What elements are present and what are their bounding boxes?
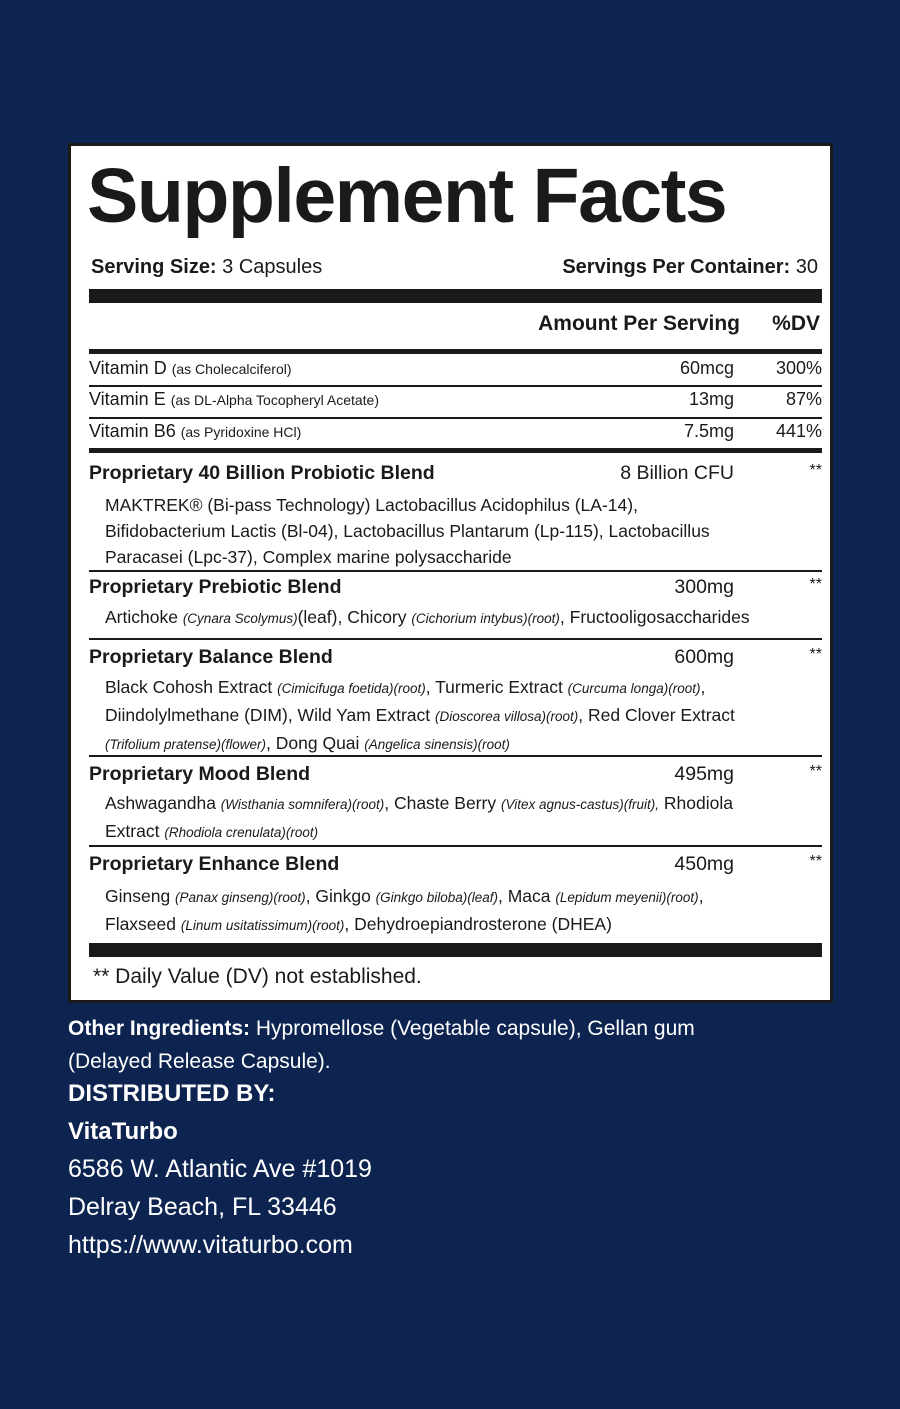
ingredient-line: Flaxseed (Linum usitatissimum)(root), Dehydroepiandrosterone (DHEA) [105,914,612,934]
divider-thin [89,570,822,572]
ingredient-line: Ashwagandha (Wisthania somnifera)(root), Chaste Berry (Vitex agnus-castus)(fruit), Rhodiola [105,793,733,813]
servings-per-container-label: Servings Per Container: [562,256,791,278]
blend-name: Proprietary Prebiotic Blend [89,576,342,598]
address-line-1: 6586 W. Atlantic Ave #1019 [68,1155,372,1183]
divider-thin [89,845,822,847]
servings-per-container-value: 30 [790,256,818,278]
serving-size-label: Serving Size: [91,256,217,278]
nutrient-amount: 60mcg [679,358,734,378]
ingredient-line: Paracasei (Lpc-37), Complex marine polysaccharide [105,547,512,567]
nutrient-row [89,389,822,415]
page-title: Supplement Facts [87,153,727,239]
divider-thick [89,943,822,957]
blend-ingredients [105,883,825,939]
blend-amount: 495mg [674,763,734,785]
blend-dv: ** [809,646,822,663]
nutrient-amount: 13mg [688,389,734,409]
blend-name: Proprietary Balance Blend [89,646,333,668]
blend-amount: 300mg [674,576,734,598]
nutrient-amount: 7.5mg [683,421,734,441]
ingredient-line: Bifidobacterium Lactis (Bl-04), Lactobacillus Plantarum (Lp-115), Lactobacillus [105,521,710,541]
blend-dv: ** [809,462,822,479]
nutrient-name: Vitamin E (as DL-Alpha Tocopheryl Acetate) [89,389,380,409]
blend-ingredients [105,674,825,758]
company-name: VitaTurbo [68,1118,178,1145]
ingredient-line: Artichoke (Cynara Scolymus)(leaf), Chicory (Cichorium intybus)(root), Fructooligosaccharides [105,607,750,627]
serving-size-value: 3 Capsules [216,256,323,278]
blend-dv: ** [809,853,822,870]
supplement-facts-panel [68,143,833,1003]
blend-ingredients [105,492,825,570]
address-line-2: Delray Beach, FL 33446 [68,1193,337,1221]
blend-dv: ** [809,763,822,780]
blend-amount: 8 Billion CFU [620,462,734,484]
blend-ingredients [105,604,825,632]
blend-dv: ** [809,576,822,593]
divider-thin [89,417,822,419]
nutrient-dv: 300% [775,358,822,378]
other-ingredients-label: Other Ingredients: [68,1017,251,1040]
divider-medium [89,349,822,354]
ingredient-line: (Trifolium pratense)(flower), Dong Quai (Angelica sinensis)(root) [105,733,510,753]
footnote: ** Daily Value (DV) not established. [93,965,422,988]
divider-thin [89,755,822,757]
ingredient-line: Extract (Rhodiola crenulata)(root) [105,821,319,841]
header-dv: %DV [772,312,820,335]
distributed-by-heading: DISTRIBUTED BY: [68,1080,276,1107]
blend-name: Proprietary Enhance Blend [89,853,340,875]
nutrient-dv: 441% [775,421,822,441]
nutrient-row [89,421,822,447]
ingredient-line: Ginseng (Panax ginseng)(root), Ginkgo (Ginkgo biloba)(leaf), Maca (Lepidum meyenii)(root), [105,886,704,906]
servings-per-container [562,256,818,279]
serving-size [91,256,322,279]
other-ingredients-line: Other Ingredients: Hypromellose (Vegetable capsule), Gellan gum [68,1017,695,1040]
blend-name: Proprietary Mood Blend [89,763,311,785]
blend-name: Proprietary 40 Billion Probiotic Blend [89,462,435,484]
nutrient-row [89,358,822,384]
nutrient-dv: 87% [785,389,822,409]
header-amount: Amount Per Serving [538,312,740,335]
other-ingredients [68,1012,848,1078]
blend-ingredients [105,790,825,846]
website-link[interactable]: https://www.vitaturbo.com [68,1231,353,1259]
divider-medium [89,448,822,453]
divider-thin [89,638,822,640]
divider-thick [89,289,822,303]
ingredient-line: Diindolylmethane (DIM), Wild Yam Extract (Dioscorea villosa)(root), Red Clover Extract [105,705,735,725]
ingredient-line: Black Cohosh Extract (Cimicifuga foetida)(root), Turmeric Extract (Curcuma longa)(root), [105,677,706,697]
nutrient-name: Vitamin D (as Cholecalciferol) [89,358,292,378]
nutrient-name: Vitamin B6 (as Pyridoxine HCl) [89,421,302,441]
divider-thin [89,385,822,387]
blend-amount: 600mg [674,646,734,668]
ingredient-line: MAKTREK® (Bi-pass Technology) Lactobacillus Acidophilus (LA-14), [105,495,638,515]
blend-amount: 450mg [674,853,734,875]
other-ingredients-line: (Delayed Release Capsule). [68,1050,331,1073]
